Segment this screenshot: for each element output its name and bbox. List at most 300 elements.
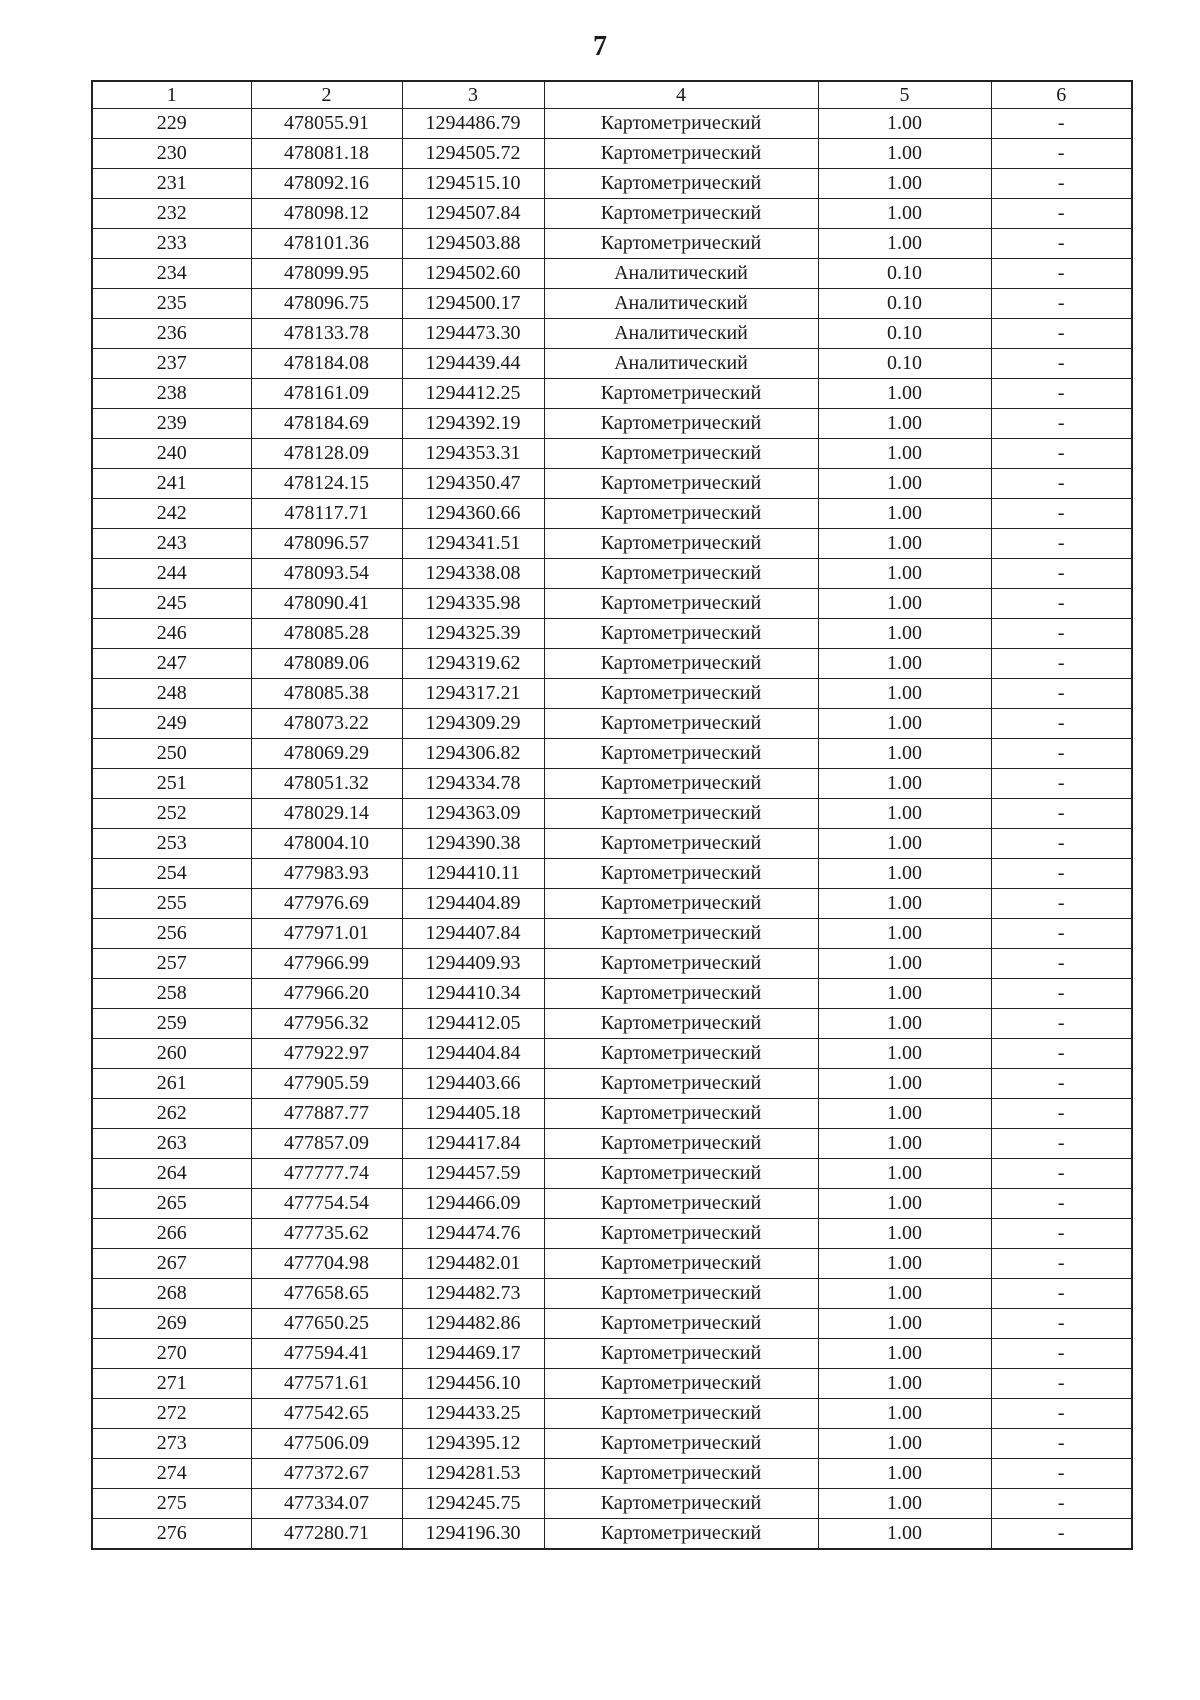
method-cell: Картометрический [544,1459,818,1489]
accuracy-cell: 1.00 [818,619,991,649]
note-cell: - [991,1369,1132,1399]
point-number-cell: 236 [92,319,251,349]
table-row [92,499,1132,529]
x-coordinate-cell: 477506.09 [251,1429,402,1459]
note-cell: - [991,799,1132,829]
table-row [92,589,1132,619]
note-cell: - [991,1219,1132,1249]
x-coordinate-cell: 477966.99 [251,949,402,979]
table-row [92,1039,1132,1069]
point-number-cell: 232 [92,199,251,229]
column-header-1: 1 [92,81,251,109]
accuracy-cell: 1.00 [818,1099,991,1129]
y-coordinate-cell: 1294335.98 [402,589,544,619]
x-coordinate-cell: 478055.91 [251,109,402,139]
point-number-cell: 238 [92,379,251,409]
table-row [92,199,1132,229]
accuracy-cell: 1.00 [818,919,991,949]
y-coordinate-cell: 1294281.53 [402,1459,544,1489]
table-body [92,109,1132,1550]
table-row [92,769,1132,799]
note-cell: - [991,1429,1132,1459]
accuracy-cell: 1.00 [818,109,991,139]
y-coordinate-cell: 1294482.73 [402,1279,544,1309]
x-coordinate-cell: 478096.57 [251,529,402,559]
point-number-cell: 264 [92,1159,251,1189]
x-coordinate-cell: 478128.09 [251,439,402,469]
x-coordinate-cell: 478098.12 [251,199,402,229]
note-cell: - [991,529,1132,559]
method-cell: Картометрический [544,1429,818,1459]
point-number-cell: 233 [92,229,251,259]
method-cell: Аналитический [544,289,818,319]
table-row [92,259,1132,289]
table-row [92,439,1132,469]
column-header-3: 3 [402,81,544,109]
note-cell: - [991,679,1132,709]
x-coordinate-cell: 478085.38 [251,679,402,709]
note-cell: - [991,1489,1132,1519]
table-row [92,1129,1132,1159]
point-number-cell: 252 [92,799,251,829]
point-number-cell: 256 [92,919,251,949]
note-cell: - [991,469,1132,499]
y-coordinate-cell: 1294503.88 [402,229,544,259]
method-cell: Картометрический [544,589,818,619]
point-number-cell: 263 [92,1129,251,1159]
note-cell: - [991,1009,1132,1039]
y-coordinate-cell: 1294306.82 [402,739,544,769]
table-row [92,1159,1132,1189]
note-cell: - [991,1399,1132,1429]
point-number-cell: 275 [92,1489,251,1519]
accuracy-cell: 1.00 [818,529,991,559]
x-coordinate-cell: 477542.65 [251,1399,402,1429]
point-number-cell: 261 [92,1069,251,1099]
accuracy-cell: 1.00 [818,1009,991,1039]
y-coordinate-cell: 1294502.60 [402,259,544,289]
table-row [92,319,1132,349]
table-row [92,289,1132,319]
table-row [92,1279,1132,1309]
y-coordinate-cell: 1294353.31 [402,439,544,469]
point-number-cell: 267 [92,1249,251,1279]
point-number-cell: 250 [92,739,251,769]
method-cell: Картометрический [544,409,818,439]
y-coordinate-cell: 1294363.09 [402,799,544,829]
table-row [92,1219,1132,1249]
table-row [92,1399,1132,1429]
y-coordinate-cell: 1294482.86 [402,1309,544,1339]
accuracy-cell: 1.00 [818,979,991,1009]
note-cell: - [991,199,1132,229]
method-cell: Аналитический [544,319,818,349]
y-coordinate-cell: 1294317.21 [402,679,544,709]
y-coordinate-cell: 1294403.66 [402,1069,544,1099]
x-coordinate-cell: 478161.09 [251,379,402,409]
x-coordinate-cell: 478099.95 [251,259,402,289]
x-coordinate-cell: 478124.15 [251,469,402,499]
header-row [92,81,1132,109]
point-number-cell: 268 [92,1279,251,1309]
accuracy-cell: 1.00 [818,1309,991,1339]
accuracy-cell: 1.00 [818,199,991,229]
accuracy-cell: 0.10 [818,259,991,289]
note-cell: - [991,559,1132,589]
method-cell: Картометрический [544,919,818,949]
point-number-cell: 271 [92,1369,251,1399]
x-coordinate-cell: 478004.10 [251,829,402,859]
point-number-cell: 254 [92,859,251,889]
table-row [92,859,1132,889]
y-coordinate-cell: 1294338.08 [402,559,544,589]
note-cell: - [991,499,1132,529]
accuracy-cell: 1.00 [818,949,991,979]
table-row [92,229,1132,259]
accuracy-cell: 1.00 [818,799,991,829]
point-number-cell: 229 [92,109,251,139]
y-coordinate-cell: 1294245.75 [402,1489,544,1519]
table-header [92,81,1132,109]
x-coordinate-cell: 478101.36 [251,229,402,259]
method-cell: Картометрический [544,109,818,139]
note-cell: - [991,589,1132,619]
note-cell: - [991,289,1132,319]
point-number-cell: 237 [92,349,251,379]
table-row [92,1339,1132,1369]
table-row [92,649,1132,679]
x-coordinate-cell: 478089.06 [251,649,402,679]
x-coordinate-cell: 477372.67 [251,1459,402,1489]
x-coordinate-cell: 478081.18 [251,139,402,169]
point-number-cell: 246 [92,619,251,649]
point-number-cell: 273 [92,1429,251,1459]
y-coordinate-cell: 1294350.47 [402,469,544,499]
table-row [92,1459,1132,1489]
method-cell: Картометрический [544,439,818,469]
y-coordinate-cell: 1294334.78 [402,769,544,799]
y-coordinate-cell: 1294341.51 [402,529,544,559]
y-coordinate-cell: 1294404.89 [402,889,544,919]
method-cell: Картометрический [544,1339,818,1369]
note-cell: - [991,949,1132,979]
note-cell: - [991,1459,1132,1489]
point-number-cell: 230 [92,139,251,169]
x-coordinate-cell: 477887.77 [251,1099,402,1129]
x-coordinate-cell: 477983.93 [251,859,402,889]
method-cell: Картометрический [544,559,818,589]
method-cell: Картометрический [544,1489,818,1519]
table-row [92,469,1132,499]
method-cell: Картометрический [544,139,818,169]
accuracy-cell: 0.10 [818,349,991,379]
note-cell: - [991,619,1132,649]
table-row [92,1429,1132,1459]
accuracy-cell: 1.00 [818,559,991,589]
table-row [92,949,1132,979]
method-cell: Картометрический [544,499,818,529]
method-cell: Аналитический [544,349,818,379]
accuracy-cell: 1.00 [818,1189,991,1219]
x-coordinate-cell: 478092.16 [251,169,402,199]
note-cell: - [991,1249,1132,1279]
y-coordinate-cell: 1294309.29 [402,709,544,739]
method-cell: Картометрический [544,799,818,829]
y-coordinate-cell: 1294474.76 [402,1219,544,1249]
x-coordinate-cell: 477704.98 [251,1249,402,1279]
y-coordinate-cell: 1294466.09 [402,1189,544,1219]
note-cell: - [991,139,1132,169]
method-cell: Картометрический [544,1249,818,1279]
y-coordinate-cell: 1294473.30 [402,319,544,349]
point-number-cell: 240 [92,439,251,469]
accuracy-cell: 1.00 [818,1429,991,1459]
method-cell: Картометрический [544,649,818,679]
method-cell: Картометрический [544,709,818,739]
x-coordinate-cell: 477971.01 [251,919,402,949]
accuracy-cell: 1.00 [818,739,991,769]
point-number-cell: 257 [92,949,251,979]
point-number-cell: 255 [92,889,251,919]
point-number-cell: 260 [92,1039,251,1069]
method-cell: Картометрический [544,1309,818,1339]
x-coordinate-cell: 477777.74 [251,1159,402,1189]
note-cell: - [991,1189,1132,1219]
table-row [92,349,1132,379]
accuracy-cell: 1.00 [818,409,991,439]
note-cell: - [991,409,1132,439]
method-cell: Картометрический [544,1069,818,1099]
accuracy-cell: 1.00 [818,1249,991,1279]
method-cell: Картометрический [544,619,818,649]
table-row [92,559,1132,589]
y-coordinate-cell: 1294507.84 [402,199,544,229]
method-cell: Картометрический [544,679,818,709]
x-coordinate-cell: 477334.07 [251,1489,402,1519]
accuracy-cell: 1.00 [818,1369,991,1399]
point-number-cell: 270 [92,1339,251,1369]
x-coordinate-cell: 478096.75 [251,289,402,319]
table-row [92,139,1132,169]
y-coordinate-cell: 1294409.93 [402,949,544,979]
table-row [92,109,1132,139]
x-coordinate-cell: 477857.09 [251,1129,402,1159]
method-cell: Картометрический [544,859,818,889]
x-coordinate-cell: 477650.25 [251,1309,402,1339]
y-coordinate-cell: 1294482.01 [402,1249,544,1279]
x-coordinate-cell: 477594.41 [251,1339,402,1369]
method-cell: Картометрический [544,1369,818,1399]
note-cell: - [991,1339,1132,1369]
note-cell: - [991,1519,1132,1550]
point-number-cell: 235 [92,289,251,319]
note-cell: - [991,829,1132,859]
accuracy-cell: 1.00 [818,169,991,199]
point-number-cell: 269 [92,1309,251,1339]
y-coordinate-cell: 1294412.25 [402,379,544,409]
note-cell: - [991,379,1132,409]
y-coordinate-cell: 1294395.12 [402,1429,544,1459]
y-coordinate-cell: 1294360.66 [402,499,544,529]
table-row [92,709,1132,739]
method-cell: Картометрический [544,1099,818,1129]
point-number-cell: 251 [92,769,251,799]
point-number-cell: 249 [92,709,251,739]
column-header-5: 5 [818,81,991,109]
x-coordinate-cell: 478069.29 [251,739,402,769]
note-cell: - [991,1069,1132,1099]
method-cell: Аналитический [544,259,818,289]
y-coordinate-cell: 1294433.25 [402,1399,544,1429]
method-cell: Картометрический [544,1189,818,1219]
note-cell: - [991,1039,1132,1069]
note-cell: - [991,709,1132,739]
note-cell: - [991,169,1132,199]
note-cell: - [991,1279,1132,1309]
method-cell: Картометрический [544,769,818,799]
point-number-cell: 243 [92,529,251,559]
accuracy-cell: 0.10 [818,319,991,349]
x-coordinate-cell: 477976.69 [251,889,402,919]
accuracy-cell: 1.00 [818,1459,991,1489]
y-coordinate-cell: 1294390.38 [402,829,544,859]
note-cell: - [991,1159,1132,1189]
method-cell: Картометрический [544,169,818,199]
note-cell: - [991,739,1132,769]
table-row [92,889,1132,919]
accuracy-cell: 1.00 [818,1069,991,1099]
table-row [92,619,1132,649]
table-row [92,1099,1132,1129]
y-coordinate-cell: 1294392.19 [402,409,544,439]
note-cell: - [991,1099,1132,1129]
method-cell: Картометрический [544,1039,818,1069]
x-coordinate-cell: 477966.20 [251,979,402,1009]
x-coordinate-cell: 477735.62 [251,1219,402,1249]
table-row [92,1519,1132,1550]
accuracy-cell: 1.00 [818,1219,991,1249]
x-coordinate-cell: 478029.14 [251,799,402,829]
table-row [92,919,1132,949]
table-row [92,979,1132,1009]
method-cell: Картометрический [544,1219,818,1249]
y-coordinate-cell: 1294486.79 [402,109,544,139]
table-row [92,379,1132,409]
accuracy-cell: 1.00 [818,589,991,619]
y-coordinate-cell: 1294319.62 [402,649,544,679]
table-row [92,679,1132,709]
point-number-cell: 231 [92,169,251,199]
accuracy-cell: 1.00 [818,859,991,889]
table-row [92,829,1132,859]
x-coordinate-cell: 477905.59 [251,1069,402,1099]
accuracy-cell: 1.00 [818,1279,991,1309]
method-cell: Картометрический [544,889,818,919]
accuracy-cell: 1.00 [818,439,991,469]
note-cell: - [991,649,1132,679]
method-cell: Картометрический [544,529,818,559]
method-cell: Картометрический [544,199,818,229]
x-coordinate-cell: 478051.32 [251,769,402,799]
table-row [92,1189,1132,1219]
accuracy-cell: 1.00 [818,1399,991,1429]
column-header-2: 2 [251,81,402,109]
table-row [92,1369,1132,1399]
method-cell: Картометрический [544,229,818,259]
method-cell: Картометрический [544,1399,818,1429]
note-cell: - [991,919,1132,949]
method-cell: Картометрический [544,1009,818,1039]
point-number-cell: 244 [92,559,251,589]
x-coordinate-cell: 477956.32 [251,1009,402,1039]
method-cell: Картометрический [544,379,818,409]
accuracy-cell: 1.00 [818,499,991,529]
x-coordinate-cell: 478184.08 [251,349,402,379]
note-cell: - [991,769,1132,799]
point-number-cell: 248 [92,679,251,709]
y-coordinate-cell: 1294404.84 [402,1039,544,1069]
point-number-cell: 266 [92,1219,251,1249]
point-number-cell: 262 [92,1099,251,1129]
y-coordinate-cell: 1294412.05 [402,1009,544,1039]
accuracy-cell: 1.00 [818,649,991,679]
table-row [92,1009,1132,1039]
note-cell: - [991,229,1132,259]
y-coordinate-cell: 1294439.44 [402,349,544,379]
y-coordinate-cell: 1294405.18 [402,1099,544,1129]
y-coordinate-cell: 1294505.72 [402,139,544,169]
note-cell: - [991,1309,1132,1339]
accuracy-cell: 1.00 [818,1489,991,1519]
method-cell: Картометрический [544,829,818,859]
x-coordinate-cell: 477658.65 [251,1279,402,1309]
accuracy-cell: 1.00 [818,889,991,919]
note-cell: - [991,439,1132,469]
method-cell: Картометрический [544,1159,818,1189]
column-header-4: 4 [544,81,818,109]
x-coordinate-cell: 478133.78 [251,319,402,349]
accuracy-cell: 1.00 [818,1519,991,1550]
accuracy-cell: 1.00 [818,469,991,499]
x-coordinate-cell: 478085.28 [251,619,402,649]
y-coordinate-cell: 1294500.17 [402,289,544,319]
y-coordinate-cell: 1294196.30 [402,1519,544,1550]
accuracy-cell: 1.00 [818,829,991,859]
note-cell: - [991,109,1132,139]
column-header-6: 6 [991,81,1132,109]
point-number-cell: 241 [92,469,251,499]
table-row [92,1309,1132,1339]
accuracy-cell: 1.00 [818,379,991,409]
table-row [92,529,1132,559]
coordinates-table [91,80,1133,1550]
y-coordinate-cell: 1294456.10 [402,1369,544,1399]
method-cell: Картометрический [544,739,818,769]
note-cell: - [991,979,1132,1009]
method-cell: Картометрический [544,1129,818,1159]
table-row [92,409,1132,439]
y-coordinate-cell: 1294469.17 [402,1339,544,1369]
x-coordinate-cell: 478093.54 [251,559,402,589]
accuracy-cell: 1.00 [818,1159,991,1189]
accuracy-cell: 1.00 [818,1039,991,1069]
note-cell: - [991,889,1132,919]
method-cell: Картометрический [544,469,818,499]
note-cell: - [991,349,1132,379]
y-coordinate-cell: 1294515.10 [402,169,544,199]
point-number-cell: 259 [92,1009,251,1039]
table-row [92,799,1132,829]
